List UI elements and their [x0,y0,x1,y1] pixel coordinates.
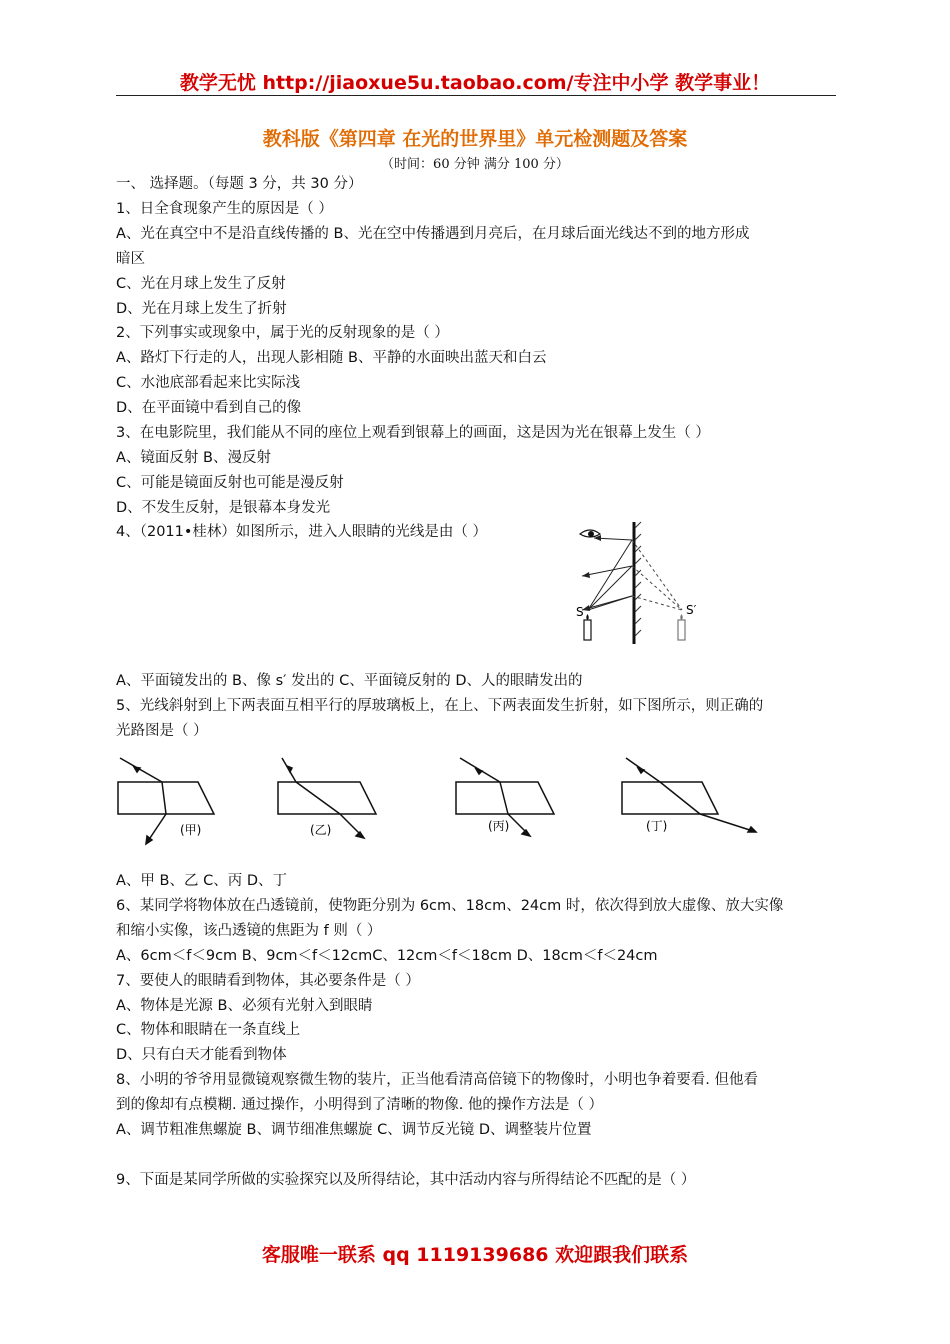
question-line: D、只有白天才能看到物体 [116,1047,287,1063]
question-line: 7、要使人的眼睛看到物体，其必要条件是（ ） [116,973,420,989]
question-line: 3、在电影院里，我们能从不同的座位上观看到银幕上的画面，这是因为光在银幕上发生（ ） [116,425,710,441]
question-line: C、可能是镜面反射也可能是漫反射 [116,475,344,491]
question-line: A、甲 B、乙 C、丙 D、丁 [116,873,287,889]
question-line: 2、下列事实或现象中，属于光的反射现象的是（ ） [116,325,449,341]
diagram-ding [622,758,756,832]
question-line: D、在平面镜中看到自己的像 [116,400,302,416]
question-line: C、光在月球上发生了反射 [116,276,286,292]
question-line: 暗区 [116,251,145,267]
question-line: A、路灯下行走的人，出现人影相随 B、平静的水面映出蓝天和白云 [116,350,547,366]
question-line: 光路图是（ ） [116,723,208,739]
question-line: A、6cm＜f＜9cm B、9cm＜f＜12cmC、12cm＜f＜18cm D、18cm＜f＜24cm [116,948,658,964]
document-title: 教科版《第四章 在光的世界里》单元检测题及答案 [262,128,688,150]
label-jia: (甲) [180,823,202,837]
question-line: 到的像却有点模糊. 通过操作，小明得到了清晰的物像. 他的操作方法是（ ） [116,1097,604,1113]
question-line: C、物体和眼睛在一条直线上 [116,1022,301,1038]
question-line: D、光在月球上发生了折射 [116,301,287,317]
label-ding: (丁) [646,819,668,833]
question-line: A、平面镜发出的 B、像 s′ 发出的 C、平面镜反射的 D、人的眼睛发出的 [116,673,583,689]
question-line: A、镜面反射 B、漫反射 [116,450,271,466]
question-line: A、光在真空中不是沿直线传播的 B、光在空中传播遇到月亮后，在月球后面光线达不到的地方形成 [116,226,750,242]
label-s: S [576,605,584,619]
question-line: 8、小明的爷爷用显微镜观察微生物的装片，正当他看清高倍镜下的物像时，小明也争着要看. 但他看 [116,1072,758,1088]
label-s-prime: S′ [686,603,697,617]
document-subtitle: （时间：60 分钟 满分 100 分） [381,157,569,172]
mirror-diagram [570,518,720,648]
question-line: A、物体是光源 B、必须有光射入到眼睛 [116,998,373,1014]
section-heading: 一、 选择题。（每题 3 分，共 30 分） [116,176,363,192]
label-yi: (乙) [310,823,332,837]
header-banner: 教学无忧 http://jiaoxue5u.taobao.com/专注中小学 教学事业！ [179,72,771,94]
footer-contact: 客服唯一联系 qq 1119139686 欢迎跟我们联系 [261,1244,689,1266]
question-line: A、调节粗准焦螺旋 B、调节细准焦螺旋 C、调节反光镜 D、调整装片位置 [116,1122,592,1138]
question-line: 和缩小实像，该凸透镜的焦距为 f 则（ ） [116,923,382,939]
question-line: 9、下面是某同学所做的实验探究以及所得结论，其中活动内容与所得结论不匹配的是（ ） [116,1172,696,1188]
question-line: 1、日全食现象产生的原因是（ ） [116,201,333,217]
question-line: 4、（2011•桂林）如图所示，进入人眼睛的光线是由（ ） [116,524,488,540]
question-line: 5、光线斜射到上下两表面互相平行的厚玻璃板上，在上、下两表面发生折射，如下图所示，则正确的 [116,698,764,714]
question-line: D、不发生反射，是银幕本身发光 [116,500,331,516]
glass-slab-diagrams [110,752,760,852]
label-bing: (丙) [488,819,510,833]
question-line: C、水池底部看起来比实际浅 [116,375,301,391]
question-line: 6、某同学将物体放在凸透镜前，使物距分别为 6cm、18cm、24cm 时，依次得到放大虚像、放大实像 [116,898,784,914]
header-divider [116,95,836,96]
